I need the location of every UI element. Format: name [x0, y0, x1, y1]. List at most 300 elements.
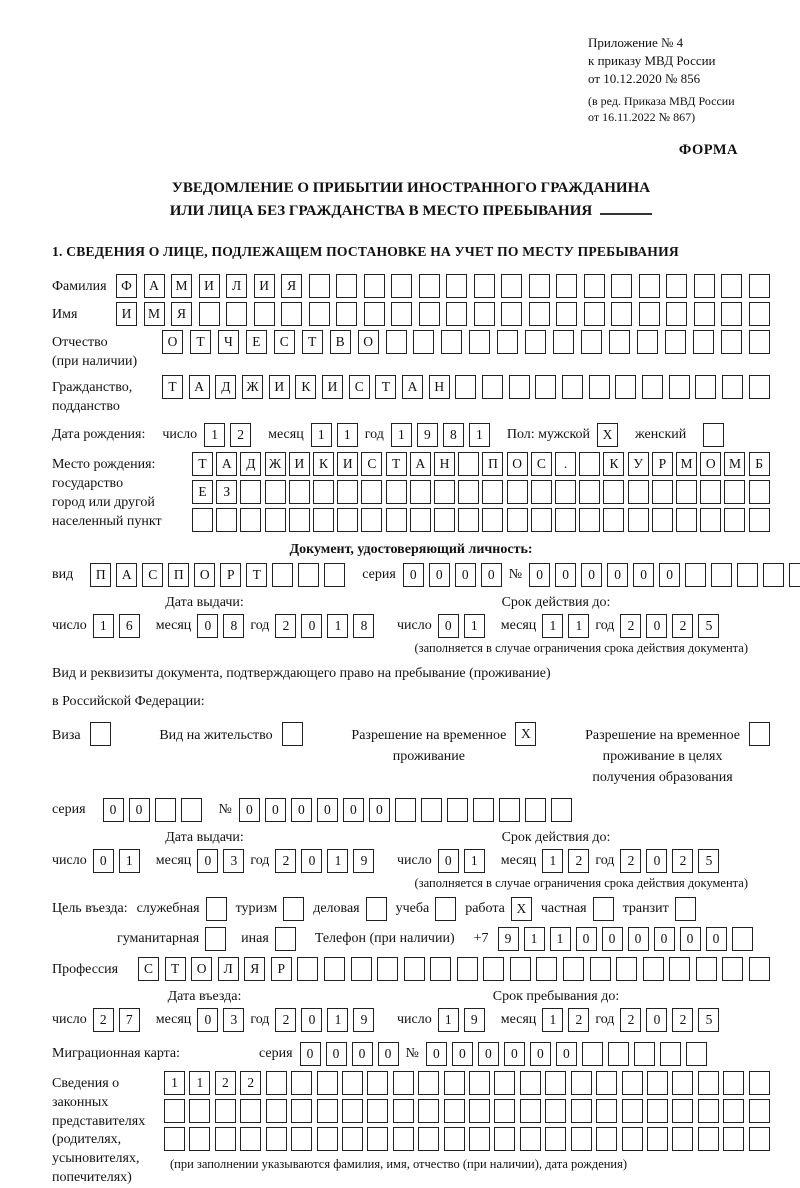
form-cell[interactable]	[291, 1071, 312, 1095]
form-cell[interactable]	[723, 1071, 744, 1095]
form-cell[interactable]: 1	[327, 1008, 348, 1032]
form-cell[interactable]	[596, 1071, 617, 1095]
form-cell[interactable]: 0	[426, 1042, 447, 1066]
form-cell[interactable]	[553, 330, 574, 354]
form-cell[interactable]: И	[269, 375, 290, 399]
form-cell[interactable]: Я	[281, 274, 302, 298]
form-cell[interactable]	[596, 1099, 617, 1123]
form-cell[interactable]	[525, 330, 546, 354]
form-cell[interactable]: М	[724, 452, 745, 476]
form-cell[interactable]: Т	[162, 375, 183, 399]
form-cell[interactable]: 9	[353, 1008, 374, 1032]
form-cell[interactable]	[240, 480, 261, 504]
form-cell[interactable]	[391, 302, 412, 326]
form-cell[interactable]	[579, 480, 600, 504]
form-cell[interactable]	[749, 302, 770, 326]
checkbox-cell[interactable]: X	[511, 897, 532, 921]
form-cell[interactable]	[694, 302, 715, 326]
form-cell[interactable]	[434, 480, 455, 504]
form-cell[interactable]	[647, 1099, 668, 1123]
form-cell[interactable]	[723, 1099, 744, 1123]
form-cell[interactable]: 0	[369, 798, 390, 822]
form-cell[interactable]: 0	[403, 563, 424, 587]
form-cell[interactable]: 3	[223, 1008, 244, 1032]
form-cell[interactable]	[555, 480, 576, 504]
form-cell[interactable]: 2	[275, 849, 296, 873]
form-cell[interactable]: 2	[568, 1008, 589, 1032]
form-cell[interactable]	[535, 375, 556, 399]
form-cell[interactable]: С	[142, 563, 163, 587]
checkbox-cell[interactable]	[749, 722, 770, 746]
form-cell[interactable]	[499, 798, 520, 822]
form-cell[interactable]: В	[330, 330, 351, 354]
form-cell[interactable]: 2	[275, 1008, 296, 1032]
form-cell[interactable]	[189, 1099, 210, 1123]
form-cell[interactable]	[313, 508, 334, 532]
form-cell[interactable]	[556, 274, 577, 298]
form-cell[interactable]	[724, 508, 745, 532]
form-cell[interactable]: Р	[220, 563, 241, 587]
form-cell[interactable]	[309, 274, 330, 298]
form-cell[interactable]: А	[189, 375, 210, 399]
form-cell[interactable]: Д	[240, 452, 261, 476]
form-cell[interactable]	[317, 1099, 338, 1123]
form-cell[interactable]: 0	[478, 1042, 499, 1066]
form-cell[interactable]	[469, 1127, 490, 1151]
form-cell[interactable]: 0	[438, 614, 459, 638]
form-cell[interactable]: 9	[464, 1008, 485, 1032]
form-cell[interactable]	[721, 274, 742, 298]
form-cell[interactable]	[391, 274, 412, 298]
form-cell[interactable]	[639, 302, 660, 326]
form-cell[interactable]	[254, 302, 275, 326]
form-cell[interactable]	[482, 375, 503, 399]
form-cell[interactable]: Т	[375, 375, 396, 399]
form-cell[interactable]	[418, 1099, 439, 1123]
form-cell[interactable]	[722, 957, 743, 981]
form-cell[interactable]	[413, 330, 434, 354]
form-cell[interactable]	[266, 1071, 287, 1095]
form-cell[interactable]: О	[507, 452, 528, 476]
form-cell[interactable]	[698, 1099, 719, 1123]
form-cell[interactable]	[634, 1042, 655, 1066]
form-cell[interactable]: И	[199, 274, 220, 298]
form-cell[interactable]: Т	[190, 330, 211, 354]
form-cell[interactable]	[763, 563, 784, 587]
form-cell[interactable]	[337, 508, 358, 532]
form-cell[interactable]	[637, 330, 658, 354]
form-cell[interactable]: 1	[568, 614, 589, 638]
form-cell[interactable]: Я	[244, 957, 265, 981]
form-cell[interactable]	[672, 1127, 693, 1151]
form-cell[interactable]	[789, 563, 800, 587]
form-cell[interactable]: 0	[452, 1042, 473, 1066]
form-cell[interactable]	[711, 563, 732, 587]
form-cell[interactable]: 9	[353, 849, 374, 873]
form-cell[interactable]	[749, 330, 770, 354]
form-cell[interactable]: 0	[455, 563, 476, 587]
checkbox-cell[interactable]	[283, 897, 304, 921]
form-cell[interactable]	[240, 508, 261, 532]
form-cell[interactable]: М	[144, 302, 165, 326]
form-cell[interactable]	[562, 375, 583, 399]
form-cell[interactable]: 1	[464, 614, 485, 638]
form-cell[interactable]	[571, 1099, 592, 1123]
form-cell[interactable]: 5	[698, 849, 719, 873]
form-cell[interactable]	[616, 957, 637, 981]
form-cell[interactable]	[571, 1071, 592, 1095]
form-cell[interactable]: 0	[103, 798, 124, 822]
form-cell[interactable]	[364, 302, 385, 326]
form-cell[interactable]: П	[90, 563, 111, 587]
form-cell[interactable]	[615, 375, 636, 399]
form-cell[interactable]	[628, 508, 649, 532]
form-cell[interactable]	[643, 957, 664, 981]
form-cell[interactable]	[297, 957, 318, 981]
form-cell[interactable]: 0	[602, 927, 623, 951]
form-cell[interactable]: 0	[628, 927, 649, 951]
form-cell[interactable]: 0	[378, 1042, 399, 1066]
form-cell[interactable]	[419, 302, 440, 326]
form-cell[interactable]: П	[168, 563, 189, 587]
form-cell[interactable]	[584, 302, 605, 326]
form-cell[interactable]: 0	[529, 563, 550, 587]
form-cell[interactable]: 0	[556, 1042, 577, 1066]
form-cell[interactable]: О	[194, 563, 215, 587]
form-cell[interactable]	[430, 957, 451, 981]
form-cell[interactable]	[215, 1127, 236, 1151]
form-cell[interactable]	[698, 1127, 719, 1151]
form-cell[interactable]: 1	[391, 423, 412, 447]
form-cell[interactable]: 0	[301, 614, 322, 638]
form-cell[interactable]	[281, 302, 302, 326]
form-cell[interactable]	[545, 1071, 566, 1095]
form-cell[interactable]: 2	[568, 849, 589, 873]
form-cell[interactable]: 0	[438, 849, 459, 873]
form-cell[interactable]: 0	[654, 927, 675, 951]
form-cell[interactable]	[192, 508, 213, 532]
form-cell[interactable]: Я	[171, 302, 192, 326]
form-cell[interactable]: О	[191, 957, 212, 981]
form-cell[interactable]: 1	[93, 614, 114, 638]
form-cell[interactable]	[324, 563, 345, 587]
form-cell[interactable]	[289, 480, 310, 504]
form-cell[interactable]: Н	[434, 452, 455, 476]
form-cell[interactable]: 1	[524, 927, 545, 951]
form-cell[interactable]: Е	[246, 330, 267, 354]
form-cell[interactable]: 1	[327, 614, 348, 638]
form-cell[interactable]	[418, 1071, 439, 1095]
checkbox-cell[interactable]	[275, 927, 296, 951]
form-cell[interactable]	[342, 1127, 363, 1151]
form-cell[interactable]: 1	[438, 1008, 459, 1032]
form-cell[interactable]: 2	[672, 1008, 693, 1032]
form-cell[interactable]	[393, 1099, 414, 1123]
form-cell[interactable]	[497, 330, 518, 354]
form-cell[interactable]: С	[361, 452, 382, 476]
form-cell[interactable]: М	[171, 274, 192, 298]
form-cell[interactable]: 0	[301, 849, 322, 873]
form-cell[interactable]: 0	[680, 927, 701, 951]
form-cell[interactable]: 2	[93, 1008, 114, 1032]
form-cell[interactable]	[622, 1127, 643, 1151]
form-cell[interactable]	[265, 508, 286, 532]
form-cell[interactable]	[611, 274, 632, 298]
form-cell[interactable]	[525, 798, 546, 822]
form-cell[interactable]	[469, 1071, 490, 1095]
form-cell[interactable]	[418, 1127, 439, 1151]
form-cell[interactable]: 0	[326, 1042, 347, 1066]
form-cell[interactable]	[737, 563, 758, 587]
form-cell[interactable]	[361, 508, 382, 532]
form-cell[interactable]: 0	[93, 849, 114, 873]
form-cell[interactable]	[652, 508, 673, 532]
form-cell[interactable]: 0	[659, 563, 680, 587]
form-cell[interactable]: 0	[504, 1042, 525, 1066]
form-cell[interactable]: С	[531, 452, 552, 476]
form-cell[interactable]	[639, 274, 660, 298]
form-cell[interactable]: 8	[353, 614, 374, 638]
form-cell[interactable]: 0	[129, 798, 150, 822]
form-cell[interactable]: Ч	[218, 330, 239, 354]
form-cell[interactable]: 2	[275, 614, 296, 638]
form-cell[interactable]	[507, 480, 528, 504]
form-cell[interactable]: Т	[192, 452, 213, 476]
form-cell[interactable]	[336, 274, 357, 298]
form-cell[interactable]: 0	[291, 798, 312, 822]
form-cell[interactable]	[520, 1099, 541, 1123]
form-cell[interactable]: 2	[240, 1071, 261, 1095]
form-cell[interactable]	[458, 480, 479, 504]
form-cell[interactable]	[494, 1127, 515, 1151]
form-cell[interactable]	[666, 274, 687, 298]
checkbox-cell[interactable]	[703, 423, 724, 447]
form-cell[interactable]	[164, 1099, 185, 1123]
form-cell[interactable]	[531, 508, 552, 532]
form-cell[interactable]	[724, 480, 745, 504]
form-cell[interactable]	[444, 1127, 465, 1151]
form-cell[interactable]	[291, 1127, 312, 1151]
form-cell[interactable]: 0	[581, 563, 602, 587]
form-cell[interactable]	[622, 1071, 643, 1095]
form-cell[interactable]: 0	[555, 563, 576, 587]
form-cell[interactable]: 7	[119, 1008, 140, 1032]
form-cell[interactable]: И	[322, 375, 343, 399]
form-cell[interactable]: 0	[352, 1042, 373, 1066]
form-cell[interactable]: Ф	[116, 274, 137, 298]
form-cell[interactable]	[695, 375, 716, 399]
form-cell[interactable]	[155, 798, 176, 822]
form-cell[interactable]	[571, 1127, 592, 1151]
form-cell[interactable]	[581, 330, 602, 354]
form-cell[interactable]	[393, 1127, 414, 1151]
form-cell[interactable]	[272, 563, 293, 587]
form-cell[interactable]	[749, 508, 770, 532]
form-cell[interactable]: С	[349, 375, 370, 399]
form-cell[interactable]: 2	[672, 614, 693, 638]
form-cell[interactable]: 2	[620, 1008, 641, 1032]
form-cell[interactable]: 2	[215, 1071, 236, 1095]
form-cell[interactable]	[266, 1127, 287, 1151]
form-cell[interactable]	[723, 1127, 744, 1151]
form-cell[interactable]	[457, 957, 478, 981]
form-cell[interactable]: О	[700, 452, 721, 476]
form-cell[interactable]	[507, 508, 528, 532]
form-cell[interactable]: 0	[265, 798, 286, 822]
form-cell[interactable]: 1	[327, 849, 348, 873]
form-cell[interactable]	[342, 1099, 363, 1123]
form-cell[interactable]	[556, 302, 577, 326]
form-cell[interactable]	[603, 508, 624, 532]
form-cell[interactable]	[608, 1042, 629, 1066]
form-cell[interactable]	[642, 375, 663, 399]
form-cell[interactable]: 0	[300, 1042, 321, 1066]
form-cell[interactable]: Р	[652, 452, 673, 476]
form-cell[interactable]: 0	[530, 1042, 551, 1066]
form-cell[interactable]	[458, 508, 479, 532]
form-cell[interactable]	[473, 798, 494, 822]
form-cell[interactable]	[469, 330, 490, 354]
form-cell[interactable]	[676, 480, 697, 504]
form-cell[interactable]	[732, 927, 753, 951]
form-cell[interactable]	[579, 452, 600, 476]
form-cell[interactable]	[622, 1099, 643, 1123]
checkbox-cell[interactable]	[205, 927, 226, 951]
form-cell[interactable]	[266, 1099, 287, 1123]
form-cell[interactable]: 0	[197, 614, 218, 638]
form-cell[interactable]	[265, 480, 286, 504]
form-cell[interactable]	[351, 957, 372, 981]
form-cell[interactable]: О	[162, 330, 183, 354]
form-cell[interactable]	[289, 508, 310, 532]
form-cell[interactable]: Ж	[265, 452, 286, 476]
form-cell[interactable]	[337, 480, 358, 504]
checkbox-cell[interactable]: X	[597, 423, 618, 447]
form-cell[interactable]	[240, 1099, 261, 1123]
form-cell[interactable]: 5	[698, 614, 719, 638]
form-cell[interactable]	[216, 508, 237, 532]
form-cell[interactable]	[317, 1127, 338, 1151]
form-cell[interactable]	[669, 375, 690, 399]
form-cell[interactable]	[669, 957, 690, 981]
form-cell[interactable]	[444, 1071, 465, 1095]
form-cell[interactable]: 0	[576, 927, 597, 951]
form-cell[interactable]	[367, 1127, 388, 1151]
form-cell[interactable]: 1	[164, 1071, 185, 1095]
form-cell[interactable]	[309, 302, 330, 326]
form-cell[interactable]: Л	[226, 274, 247, 298]
form-cell[interactable]	[609, 330, 630, 354]
form-cell[interactable]	[342, 1071, 363, 1095]
form-cell[interactable]: К	[313, 452, 334, 476]
form-cell[interactable]	[474, 302, 495, 326]
form-cell[interactable]	[494, 1071, 515, 1095]
form-cell[interactable]: 1	[189, 1071, 210, 1095]
form-cell[interactable]: 2	[672, 849, 693, 873]
form-cell[interactable]	[749, 1127, 770, 1151]
checkbox-cell[interactable]: X	[515, 722, 536, 746]
form-cell[interactable]: 1	[464, 849, 485, 873]
form-cell[interactable]	[181, 798, 202, 822]
form-cell[interactable]	[611, 302, 632, 326]
form-cell[interactable]	[531, 480, 552, 504]
form-cell[interactable]: 9	[498, 927, 519, 951]
form-cell[interactable]	[469, 1099, 490, 1123]
form-cell[interactable]	[458, 452, 479, 476]
form-cell[interactable]	[377, 957, 398, 981]
form-cell[interactable]	[298, 563, 319, 587]
form-cell[interactable]: А	[116, 563, 137, 587]
form-cell[interactable]	[563, 957, 584, 981]
form-cell[interactable]	[721, 330, 742, 354]
form-cell[interactable]: 6	[119, 614, 140, 638]
form-cell[interactable]	[529, 302, 550, 326]
form-cell[interactable]	[590, 957, 611, 981]
form-cell[interactable]	[189, 1127, 210, 1151]
form-cell[interactable]	[700, 480, 721, 504]
form-cell[interactable]	[419, 274, 440, 298]
form-cell[interactable]: А	[402, 375, 423, 399]
form-cell[interactable]	[410, 508, 431, 532]
form-cell[interactable]	[444, 1099, 465, 1123]
form-cell[interactable]	[696, 957, 717, 981]
form-cell[interactable]	[447, 798, 468, 822]
form-cell[interactable]: 5	[698, 1008, 719, 1032]
checkbox-cell[interactable]	[435, 897, 456, 921]
form-cell[interactable]	[579, 508, 600, 532]
form-cell[interactable]: Т	[165, 957, 186, 981]
form-cell[interactable]: 0	[239, 798, 260, 822]
form-cell[interactable]	[698, 1071, 719, 1095]
form-cell[interactable]	[483, 957, 504, 981]
checkbox-cell[interactable]	[282, 722, 303, 746]
form-cell[interactable]	[367, 1099, 388, 1123]
form-cell[interactable]	[240, 1127, 261, 1151]
form-cell[interactable]: 1	[542, 1008, 563, 1032]
form-cell[interactable]	[628, 480, 649, 504]
form-cell[interactable]: У	[628, 452, 649, 476]
form-cell[interactable]	[721, 302, 742, 326]
form-cell[interactable]: М	[676, 452, 697, 476]
form-cell[interactable]: 0	[706, 927, 727, 951]
form-cell[interactable]	[545, 1099, 566, 1123]
form-cell[interactable]	[386, 480, 407, 504]
form-cell[interactable]	[665, 330, 686, 354]
form-cell[interactable]: Р	[271, 957, 292, 981]
checkbox-cell[interactable]	[675, 897, 696, 921]
form-cell[interactable]	[317, 1071, 338, 1095]
form-cell[interactable]	[501, 274, 522, 298]
form-cell[interactable]: 0	[481, 563, 502, 587]
form-cell[interactable]	[676, 508, 697, 532]
form-cell[interactable]: Т	[302, 330, 323, 354]
form-cell[interactable]	[603, 480, 624, 504]
form-cell[interactable]: А	[144, 274, 165, 298]
form-cell[interactable]: 8	[223, 614, 244, 638]
form-cell[interactable]	[313, 480, 334, 504]
form-cell[interactable]	[501, 302, 522, 326]
form-cell[interactable]	[482, 508, 503, 532]
form-cell[interactable]	[494, 1099, 515, 1123]
form-cell[interactable]: 0	[646, 1008, 667, 1032]
form-cell[interactable]: И	[254, 274, 275, 298]
form-cell[interactable]: 0	[429, 563, 450, 587]
form-cell[interactable]: 1	[469, 423, 490, 447]
form-cell[interactable]: И	[116, 302, 137, 326]
form-cell[interactable]	[551, 798, 572, 822]
form-cell[interactable]: 3	[223, 849, 244, 873]
form-cell[interactable]	[199, 302, 220, 326]
